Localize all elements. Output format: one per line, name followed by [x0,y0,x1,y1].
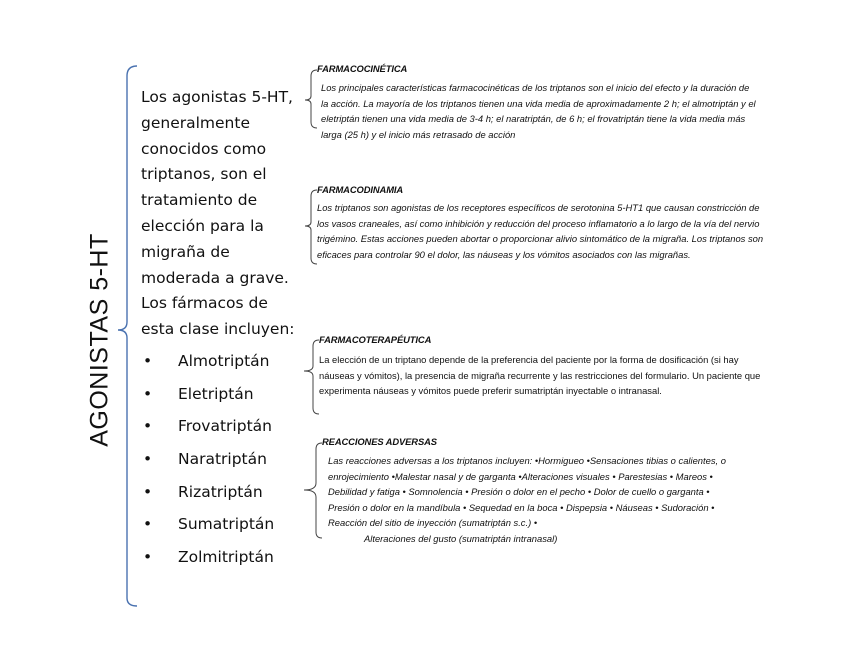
bullet-icon: • [143,515,153,534]
drug-item [141,410,274,443]
section-farmacocinetica [317,62,757,142]
drug-label: Sumatriptán [178,515,275,534]
drug-item [141,378,274,411]
section-heading: FARMACODINAMIA [317,184,404,195]
main-bracket [118,66,137,606]
drug-label: Frovatriptán [178,417,272,436]
section-farmacodinamia [317,183,772,262]
section-heading: REACCIONES ADVERSAS [322,436,437,447]
section-body: Los principales características farmacocinéticas de los triptanos son el inicio del efecto y la duración de la acción. La mayoría de los triptanos tienen una vida media de aproximadamente 2 h; el almotriptán y el eletriptán tienen una vida media de 3-4 h; el naratriptán, de 6 h; el frovatriptán tiene la vida media más larga (25 h) y el inicio más retrasado de acción [321,82,756,140]
section-heading: FARMACOTERAPÉUTICA [319,334,432,345]
bullet-icon: • [143,548,153,567]
drug-label: Zolmitriptán [178,548,274,567]
bullet-icon: • [143,482,153,501]
intro-text: Los agonistas 5-HT, generalmente conocidos como triptanos, son el tratamiento de elección para la migraña de moderada a grave. Los fármacos de esta clase incluyen: [141,88,295,339]
drug-list [141,345,274,574]
bracket-farmacodinamia [305,190,317,264]
section-body-text: Las reacciones adversas a los triptanos incluyen: •Hormigueo •Sensaciones tibias o calientes, o enrojecimiento •Malestar nasal y de garganta •Alteraciones visuales • Parestesias • Mareos • Debilidad y fatiga • Somnolencia • Presión o dolor en el pecho • Dolor de cuello o garganta • Presión o dolor en la mandíbula • Sequedad en la boca • Dispepsia • Náuseas • Sudoración • Reacción del sitio de inyección (sumatriptán s.c.) • [328,455,726,529]
drug-label: Rizatriptán [178,482,263,501]
drug-item [141,508,274,541]
section-body-last-line: Alteraciones del gusto (sumatriptán intranasal) [364,532,558,544]
drug-item [141,541,274,574]
section-heading: FARMACOCINÉTICA [317,63,408,74]
bullet-icon: • [143,352,153,370]
bullet-icon: • [143,450,153,469]
drug-label: Naratriptán [178,450,267,469]
section-body [322,453,742,547]
section-farmacoterapeutica [319,333,774,399]
bracket-farmacocinetica [305,70,317,128]
drug-label: Almotriptán [178,352,270,370]
bullet-icon: • [143,384,153,403]
drug-item [141,443,274,476]
section-reacciones-adversas [322,435,742,547]
section-body: La elección de un triptano depende de la preferencia del paciente por la forma de dosificación (si hay náuseas y vómitos), la presencia de migraña recurrente y las restricciones del formulario. Un paciente que experimenta náuseas y vómitos puede preferir sumatriptán inyectable o intranasal. [319,354,761,397]
bullet-icon: • [143,417,153,436]
bracket-reacciones [304,443,322,538]
bracket-farmacoterapeutica [304,340,319,414]
main-title: AGONISTAS 5-HT [85,233,114,447]
drug-item [141,345,274,378]
drug-label: Eletriptán [178,384,254,403]
section-body: Los triptanos son agonistas de los receptores específicos de serotonina 5-HT1 que causan constricción de los vasos craneales, así como inhibición y reducción del proceso inflamatorio a lo largo de la vía del nervio trigémino. Estas acciones pueden abortar o proporcionar alivio sintomático de la migraña. Los triptanos son eficaces para controlar 90 el dolor, las náuseas y los vómitos asociados con las migrañas. [317,202,764,260]
drug-item [141,476,274,509]
